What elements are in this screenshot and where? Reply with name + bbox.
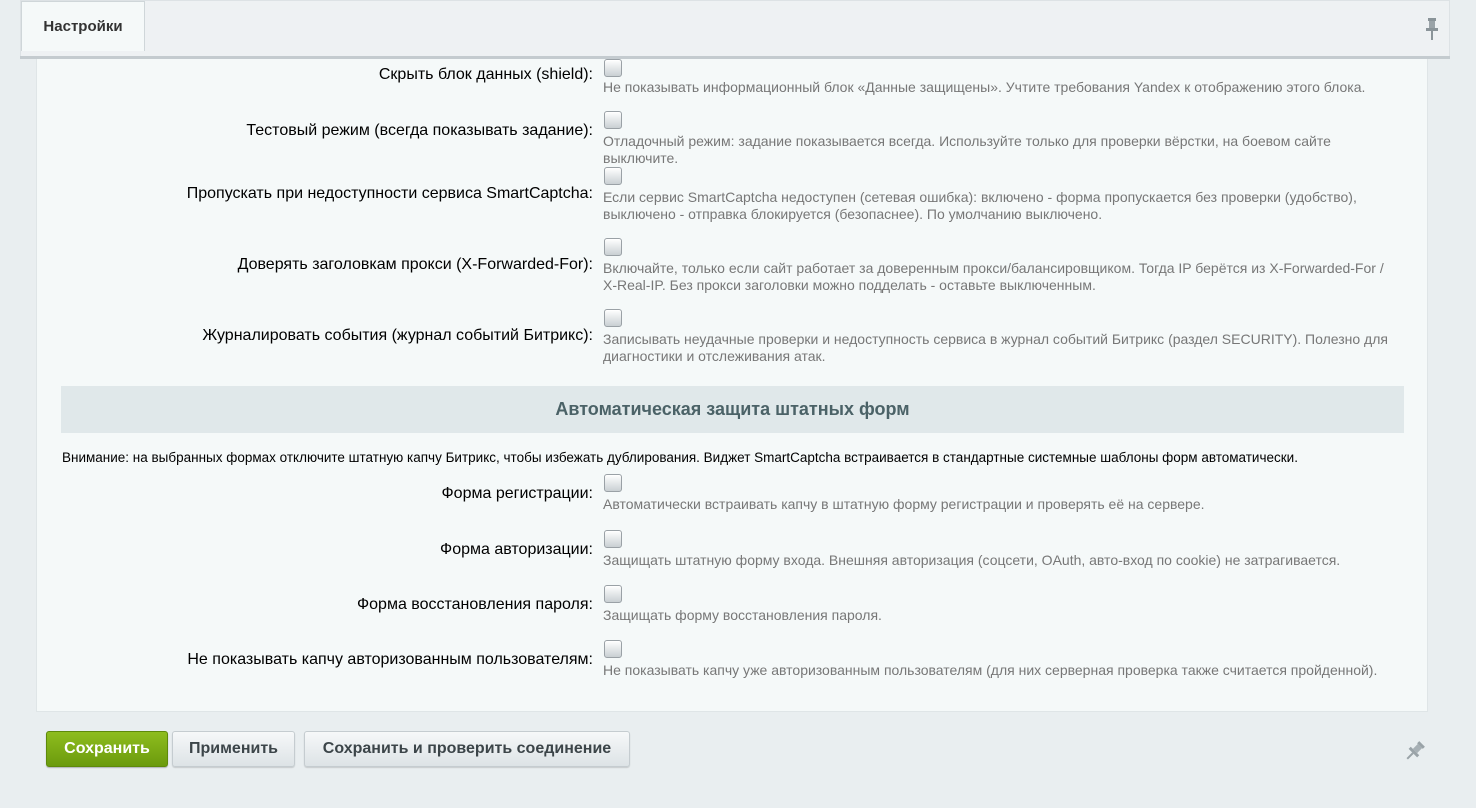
option-description: Отладочный режим: задание показывается всегда. Используйте только для проверки вёрстки, на боевом сайте выключите. bbox=[603, 133, 1331, 166]
skip-unavailable-checkbox[interactable] bbox=[604, 167, 622, 185]
form-description: Защищать форму восстановления пароля. bbox=[603, 607, 882, 623]
option-label: Скрыть блок данных (shield): bbox=[378, 66, 593, 83]
settings-page bbox=[20, 0, 1450, 787]
option-description: Если сервис SmartCaptcha недоступен (сетевая ошибка): включено - форма пропускается без проверки (удобство), выключено - отправка блокируется (безопаснее). По умолчанию выключено. bbox=[603, 189, 1357, 222]
registration-form-checkbox[interactable] bbox=[604, 474, 622, 492]
tab-settings[interactable]: Настройки bbox=[21, 1, 145, 51]
password-recovery-checkbox[interactable] bbox=[604, 585, 622, 603]
option-label: Тестовый режим (всегда показывать задание): bbox=[246, 122, 593, 139]
form-label: Форма авторизации: bbox=[440, 541, 593, 558]
section-header: Автоматическая защита штатных форм bbox=[61, 386, 1404, 433]
hide-shield-checkbox[interactable] bbox=[604, 59, 622, 77]
apply-button[interactable]: Применить bbox=[172, 731, 295, 767]
option-description: Не показывать информационный блок «Данные защищены». Учтите требования Yandex к отображению этого блока. bbox=[603, 79, 1366, 95]
tabs-bar bbox=[20, 0, 1450, 58]
form-description: Защищать штатную форму входа. Внешняя авторизация (соцсети, OAuth, авто-вход по cookie) не затрагивается. bbox=[603, 552, 1341, 568]
form-description: Не показывать капчу уже авторизованным пользователям (для них серверная проверка также считается пройденной). bbox=[603, 662, 1378, 678]
option-label: Журналировать события (журнал событий Битрикс): bbox=[202, 327, 593, 344]
pin-icon[interactable] bbox=[1404, 740, 1426, 762]
pin-icon[interactable] bbox=[1424, 18, 1440, 40]
settings-panel bbox=[36, 59, 1428, 712]
test-mode-checkbox[interactable] bbox=[604, 111, 622, 129]
option-description: Записывать неудачные проверки и недоступность сервиса в журнал событий Битрикс (раздел SECURITY). Полезно для диагностики и отслеживания атак. bbox=[603, 331, 1388, 364]
authorization-form-checkbox[interactable] bbox=[604, 530, 622, 548]
form-label: Форма регистрации: bbox=[441, 485, 593, 502]
hide-for-authorized-checkbox[interactable] bbox=[604, 640, 622, 658]
trust-proxy-checkbox[interactable] bbox=[604, 238, 622, 256]
option-label: Доверять заголовкам прокси (X-Forwarded-For): bbox=[237, 256, 593, 273]
save-button[interactable]: Сохранить bbox=[46, 731, 168, 767]
section-warning: Внимание: на выбранных формах отключите штатную капчу Битрикс, чтобы избежать дублирования. Виджет SmartCaptcha встраивается в стандартные системные шаблоны форм автоматически. bbox=[62, 450, 1298, 465]
log-events-checkbox[interactable] bbox=[604, 309, 622, 327]
save-and-check-button[interactable]: Сохранить и проверить соединение bbox=[304, 731, 630, 767]
option-label: Пропускать при недоступности сервиса SmartCaptcha: bbox=[186, 185, 593, 202]
form-label: Не показывать капчу авторизованным пользователям: bbox=[187, 651, 593, 668]
option-description: Включайте, только если сайт работает за доверенным прокси/балансировщиком. Тогда IP берётся из X-Forwarded-For / X-Real-IP. Без прокси заголовки можно подделать - оставьте выключенным. bbox=[603, 260, 1384, 293]
form-label: Форма восстановления пароля: bbox=[356, 596, 593, 613]
form-description: Автоматически встраивать капчу в штатную форму регистрации и проверять её на сервере. bbox=[603, 496, 1205, 512]
